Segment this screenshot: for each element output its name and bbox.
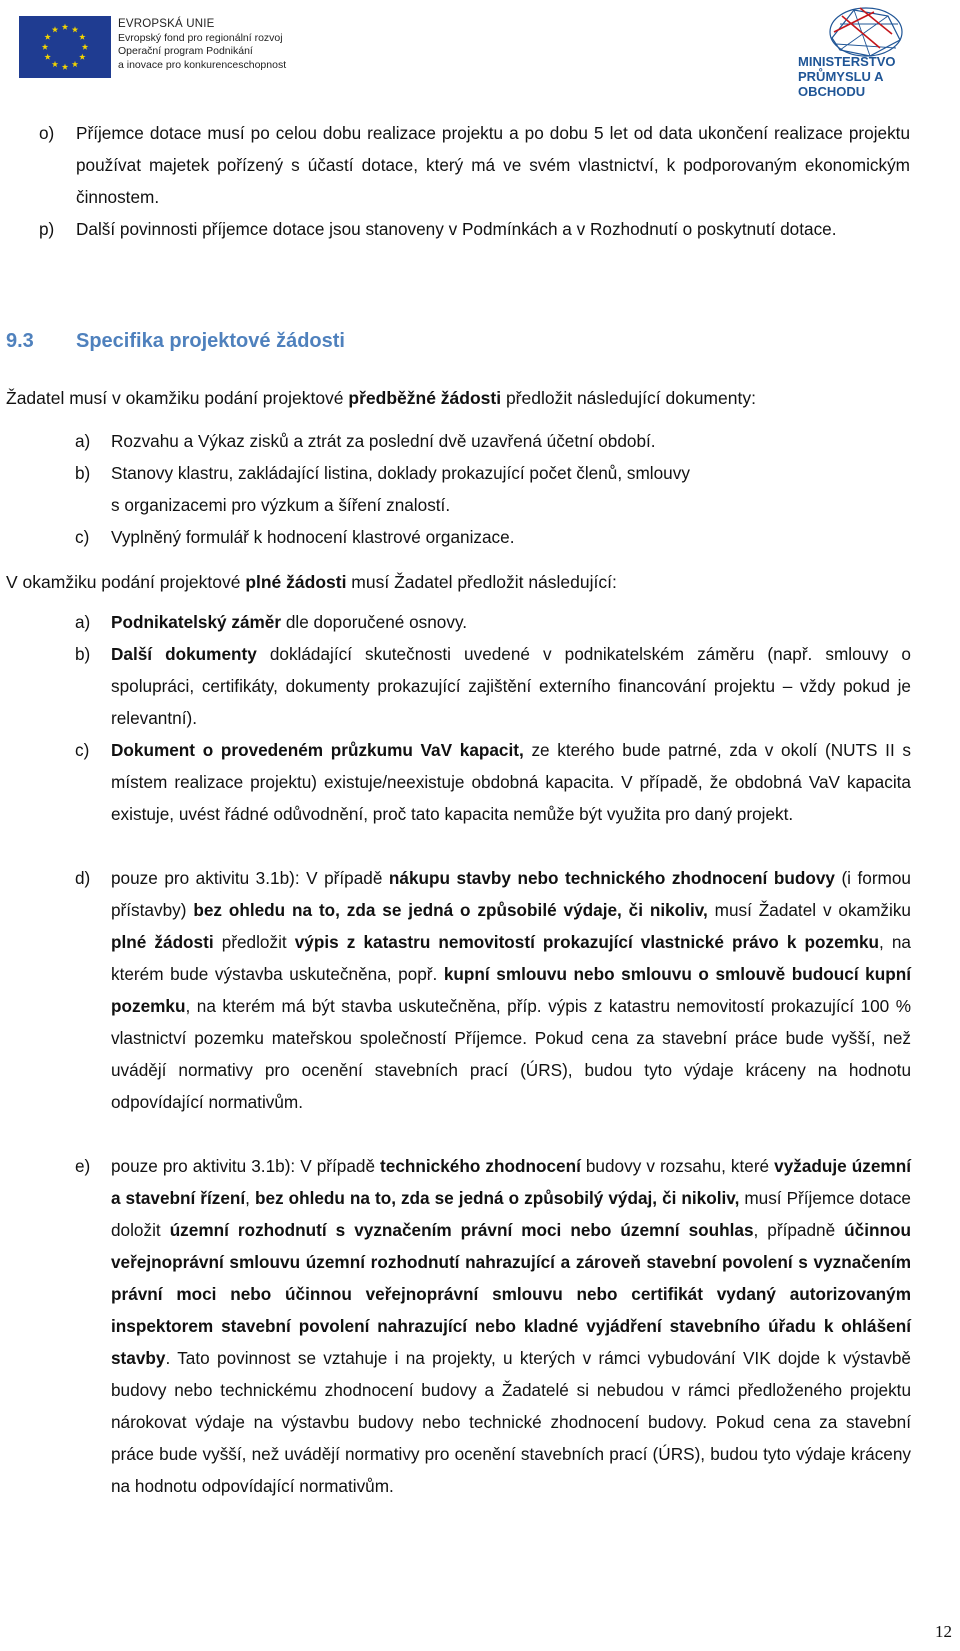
globe-mesh-icon: [770, 4, 950, 58]
eu-line-2: Evropský fond pro regionální rozvoj: [118, 31, 283, 44]
list-item-text: Vyplněný formulář k hodnocení klastrové organizace.: [111, 527, 515, 547]
list-item-text: dle doporučené osnovy.: [281, 612, 468, 632]
page-header: [0, 0, 960, 100]
list-marker: p): [39, 219, 55, 239]
list-item-text: předložit: [213, 932, 295, 952]
list-item-text: , na kterém bude výstavba uskutečněna, popř.: [111, 932, 911, 984]
section-title: Specifika projektové žádosti: [76, 330, 345, 352]
list2-item-d: [75, 862, 911, 1118]
list-item-text: , případně: [753, 1220, 845, 1240]
list-item-bold: územní rozhodnutí s vyznačením právní moci nebo územní souhlas: [169, 1220, 754, 1240]
intro-text: musí Žadatel předložit následující:: [346, 572, 617, 592]
list-item-text: s organizacemi pro výzkum a šíření znalostí.: [111, 495, 451, 515]
page-number: 12: [935, 1622, 952, 1641]
mpo-line-1: MINISTERSTVO: [798, 54, 896, 69]
list2-item-e: [75, 1150, 911, 1502]
list-item-bold: bez ohledu na to, zda se jedná o způsobilý výdaj, či nikoliv,: [254, 1188, 740, 1208]
list-item-bold: výpis z katastru nemovitostí prokazující vlastnické právo k pozemku: [294, 932, 880, 952]
mpo-logo-text: [798, 54, 950, 99]
list-item-text: , na kterém má být stavba uskutečněna, příp. výpis z katastru nemovitostí prokazující 100 % vlastnictví pozemku mateřskou společností Příjemce. Pokud cena za stavební práce bude vyšší, než uvádějí normativy pro ocenění stavebních prací (ÚRS), budou tyto výdaje kráceny na hodnotu odpovídající normativům.: [111, 996, 911, 1112]
list-marker: c): [75, 527, 90, 547]
list-item-bold: bez ohledu na to, zda se jedná o způsobilé výdaje, či nikoliv,: [193, 900, 708, 920]
list-item-bold: Dokument o provedeném průzkumu VaV kapacit,: [111, 740, 524, 760]
list-item-bold: účinnou veřejnoprávní smlouvu územní rozhodnutí nahrazující a zároveň stavební povolení s vyznačením právní moci nebo účinnou veřejnoprávní smlouvu nebo certifikát vydaný autorizovaným inspektorem stavební povolení nahrazující nebo kladné vyjádření stavebního úřadu k ohlášení stavby: [111, 1220, 911, 1368]
list-item-bold: kupní smlouvu nebo smlouvu o smlouvě budoucí kupní pozemku: [111, 964, 911, 1016]
intro-text: předložit následující dokumenty:: [501, 388, 756, 408]
intro-full: [6, 566, 956, 598]
intro-text: Žadatel musí v okamžiku podání projektové: [6, 388, 349, 408]
list-item-bold: nákupu stavby nebo technického zhodnocení budovy: [388, 868, 835, 888]
list-item-text: dokládající skutečnosti uvedené v podnikatelském záměru (např. smlouvy o spolupráci, certifikáty, dokumenty prokazující zajištění externího financování projektu – vždy pokud je relevantní).: [111, 644, 911, 728]
list2-item-a: [75, 606, 911, 638]
list-item-text: Příjemce dotace musí po celou dobu realizace projektu a po dobu 5 let od data ukončení realizace projektu používat majetek pořízený s účastí dotace, který má ve svém vlastnictví, k podporovaným ekonomickým činnostem.: [76, 123, 910, 207]
list-item-text: Rozvahu a Výkaz zisků a ztrát za poslední dvě uzavřená účetní období.: [111, 431, 656, 451]
list1-item-c: [75, 521, 911, 553]
eu-line-4: a inovace pro konkurenceschopnost: [118, 58, 287, 71]
list-marker: b): [75, 463, 91, 483]
list-item-text: musí Žadatel v okamžiku: [707, 900, 911, 920]
list-marker: d): [75, 868, 91, 888]
list-item-bold: vyžaduje územní a stavební řízení: [111, 1156, 911, 1208]
eu-logo: [19, 16, 286, 78]
list-marker: a): [75, 431, 91, 451]
list-item-bold: plné žádosti: [111, 932, 214, 952]
eu-line-3: Operační program Podnikání: [118, 45, 253, 57]
intro-text: V okamžiku podání projektové: [6, 572, 246, 592]
list-item-bold: technického zhodnocení: [380, 1156, 581, 1176]
intro-preliminary: [6, 382, 956, 414]
mpo-line-2: PRŮMYSLU A OBCHODU: [798, 69, 883, 99]
list-item-text: Stanovy klastru, zakládající listina, doklady prokazující počet členů, smlouvy: [111, 463, 690, 483]
list-item-o: [39, 117, 910, 213]
list-item-bold: Podnikatelský záměr: [111, 612, 282, 632]
section-heading: [6, 330, 345, 353]
list2-item-c: [75, 734, 911, 830]
eu-logo-text: [118, 18, 286, 72]
list2-item-b: [75, 638, 911, 734]
intro-bold: předběžné žádosti: [348, 388, 502, 408]
eu-flag-icon: [19, 16, 111, 78]
eu-line-1: EVROPSKÁ UNIE: [118, 18, 215, 30]
list-item-text: pouze pro aktivitu 3.1b): V případě: [111, 1156, 381, 1176]
list-item-text: pouze pro aktivitu 3.1b): V případě: [111, 868, 389, 888]
list-item-text: ze kterého bude patrné, zda v okolí (NUTS II s místem realizace projektu) existuje/neexistuje obdobná kapacita. V případě, že obdobná VaV kapacita existuje, uvést řádné odůvodnění, proč tato kapacita nemůže být využita pro daný projekt.: [111, 740, 911, 824]
list-marker: a): [75, 612, 91, 632]
list-item-text: . Tato povinnost se vztahuje i na projekty, u kterých v rámci vybudování VIK dojde k výstavbě budovy nebo technickému zhodnocení budovy a Žadatelé si nebudou v rámci předloženého projektu nárokovat výdaje na výstavbu budovy nebo technické zhodnocení budovy. Pokud cena za stavební práce bude vyšší, než uvádějí normativy pro ocenění stavebních prací (ÚRS), budou tyto výdaje kráceny na hodnotu odpovídající normativům.: [111, 1348, 911, 1496]
list-item-text: Další povinnosti příjemce dotace jsou stanoveny v Podmínkách a v Rozhodnutí o poskytnutí dotace.: [76, 219, 837, 239]
list-marker: e): [75, 1156, 91, 1176]
intro-bold: plné žádosti: [245, 572, 347, 592]
list1-item-a: [75, 425, 911, 457]
list-item-text: budovy v rozsahu, které: [580, 1156, 775, 1176]
list-item-text: ,: [245, 1188, 255, 1208]
list-item-text: musí Příjemce dotace doložit: [111, 1188, 911, 1240]
list-marker: b): [75, 644, 91, 664]
list-item-p: [39, 213, 910, 245]
mpo-logo: [770, 4, 950, 99]
list1-item-b: [75, 457, 911, 521]
list-marker: c): [75, 740, 90, 760]
list-marker: o): [39, 123, 55, 143]
list-item-text: (i formou přístavby): [111, 868, 911, 920]
list-item-bold: Další dokumenty: [111, 644, 257, 664]
section-number: 9.3: [6, 330, 34, 352]
